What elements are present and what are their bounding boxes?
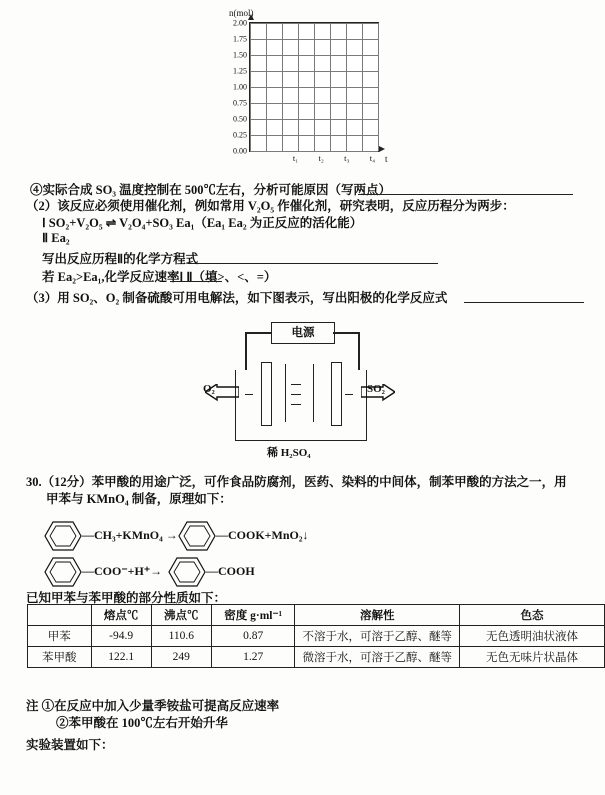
q29-line4: ④实际合成 SO₃ 温度控制在 500℃左右，分析可能原因（写两点） — [30, 183, 392, 197]
chart-x-tick: t₁ — [292, 153, 299, 163]
y-axis-arrow — [248, 14, 254, 20]
th-5: 色态 — [460, 605, 605, 626]
td-0-0: 甲苯 — [28, 626, 92, 647]
q30-head1: 30.（12分）苯甲酸的用途广泛，可作食品防腐剂，医药、染料的中间体，制苯甲酸的方法之一，用 — [26, 475, 567, 489]
chart-y-tick: 0.25 — [233, 130, 247, 140]
q29-line2-head: （2）该反应必须使用催化剂，例如常用 V₂O₅ 作催化剂，研究表明，反应历程分为两步： — [26, 199, 515, 213]
table-row — [28, 647, 605, 668]
chart-gridline-v — [314, 23, 315, 151]
benzene-ring-icon — [168, 556, 206, 588]
eq2-left-text: —COO⁻+H⁺→ — [82, 564, 163, 578]
acid-label: 稀 H₂SO₄ — [267, 447, 311, 459]
th-2: 沸点℃ — [151, 605, 211, 626]
q29-step2: Ⅱ Ea₂ — [42, 231, 70, 245]
th-3: 密度 g·ml⁻¹ — [211, 605, 295, 626]
benzene-ring-icon — [44, 520, 82, 552]
td-1-3: 1.27 — [211, 647, 295, 668]
electrode-left — [261, 362, 272, 426]
chart-gridline-v — [362, 23, 363, 151]
chart-x-axis-label: t — [385, 154, 388, 164]
benzene-ring-icon — [178, 520, 216, 552]
wire-left-down — [245, 332, 247, 370]
electrolysis-cell — [235, 370, 367, 441]
td-0-4: 不溶于水，可溶于乙醇、醚等 — [295, 626, 460, 647]
chart-gridline-v — [378, 23, 379, 151]
chart-y-tick: 1.50 — [233, 50, 247, 60]
q29-step1: Ⅰ SO₂+V₂O₅ ⇌ V₂O₄+SO₃ Ea₁（Ea₁ Ea₂ 为正反应的活化能） — [42, 216, 363, 230]
chart-gridline-v — [346, 23, 347, 151]
table-header-row — [28, 605, 605, 626]
td-0-1: -94.9 — [91, 626, 151, 647]
td-1-0: 苯甲酸 — [28, 647, 92, 668]
electrolysis-diagram — [205, 322, 420, 462]
electrode-right — [331, 362, 342, 426]
wire-right-down — [358, 332, 360, 370]
q30-known: 已知甲苯与苯甲酸的部分性质如下： — [26, 591, 227, 605]
chart-x-tick: t₄ — [369, 153, 376, 163]
chart-gridline-v — [282, 23, 283, 151]
chart-x-tick: t₃ — [344, 153, 350, 163]
so2-label: SO₂ — [367, 383, 385, 395]
chart-gridline-v — [266, 23, 267, 151]
td-0-5: 无色透明油状液体 — [460, 626, 605, 647]
chart-y-tick: 1.00 — [233, 82, 247, 92]
o2-label: O₂ — [203, 383, 215, 395]
chart-gridline-v — [330, 23, 331, 151]
q29-write-eq: 写出反应历程Ⅱ的化学方程式 — [42, 252, 199, 266]
td-1-1: 122.1 — [91, 647, 151, 668]
chart-gridline-v — [250, 23, 251, 151]
chart-y-tick: 0.75 — [233, 98, 247, 108]
wire-left-top — [245, 332, 272, 334]
chart-y-tick: 0.50 — [233, 114, 247, 124]
td-1-5: 无色无味片状晶体 — [460, 647, 605, 668]
chart-y-tick: 1.25 — [233, 66, 247, 76]
td-1-4: 微溶于水，可溶于乙醇、醚等 — [295, 647, 460, 668]
td-0-3: 0.87 — [211, 626, 295, 647]
inner-plate-right — [313, 364, 314, 422]
td-0-2: 110.6 — [151, 626, 211, 647]
benzene-ring-icon — [44, 556, 82, 588]
properties-table — [27, 604, 605, 668]
q29-line4-blank[interactable] — [358, 182, 573, 195]
th-1: 熔点℃ — [91, 605, 151, 626]
q30-note2: ②苯甲酸在 100℃左右开始升华 — [56, 716, 228, 730]
th-4: 溶解性 — [295, 605, 460, 626]
q30-note1: 注 ①在反应中加入少量季铵盐可提高反应速率 — [26, 699, 280, 713]
chart-y-tick: 0.00 — [233, 146, 247, 156]
inner-plate-left — [285, 364, 286, 422]
eq1-right-text: —COOK+MnO₂↓ — [216, 528, 309, 542]
q29-write-eq-blank[interactable] — [188, 251, 438, 264]
chart-plot-area — [233, 18, 379, 163]
q29-compare-blank[interactable] — [170, 269, 222, 282]
q30-device: 实验装置如下： — [26, 738, 114, 752]
th-0 — [28, 605, 92, 626]
chart-y-tick: 2.00 — [233, 18, 247, 28]
chart-gridline-v — [298, 23, 299, 151]
q30-head2: 甲苯与 KMnO₄ 制备，原理如下： — [46, 492, 232, 506]
table-row — [28, 626, 605, 647]
q29-compare: 若 Ea₂>Ea₁,化学反应速率Ⅰ Ⅱ（填>、<、=） — [42, 270, 277, 284]
chart-x-tick: t₂ — [318, 153, 324, 163]
chart-y-tick: 1.75 — [233, 34, 247, 44]
chart-y-axis-label: n(mol) — [229, 8, 254, 18]
td-1-2: 249 — [151, 647, 211, 668]
wire-right-top — [333, 332, 360, 334]
chart-container — [215, 8, 395, 178]
x-axis-arrow — [379, 146, 385, 152]
eq1-left-text: —CH₃+KMnO₄ → — [82, 528, 178, 542]
power-source-box: 电源 — [271, 322, 335, 344]
q29-line3: （3）用 SO₂、O₂ 制备硫酸可用电解法，如下图表示，写出阳极的化学反应式 — [26, 291, 448, 305]
chart-gridline-h — [250, 151, 378, 152]
q29-line3-blank[interactable] — [464, 290, 584, 303]
eq2-right-text: —COOH — [206, 564, 255, 578]
